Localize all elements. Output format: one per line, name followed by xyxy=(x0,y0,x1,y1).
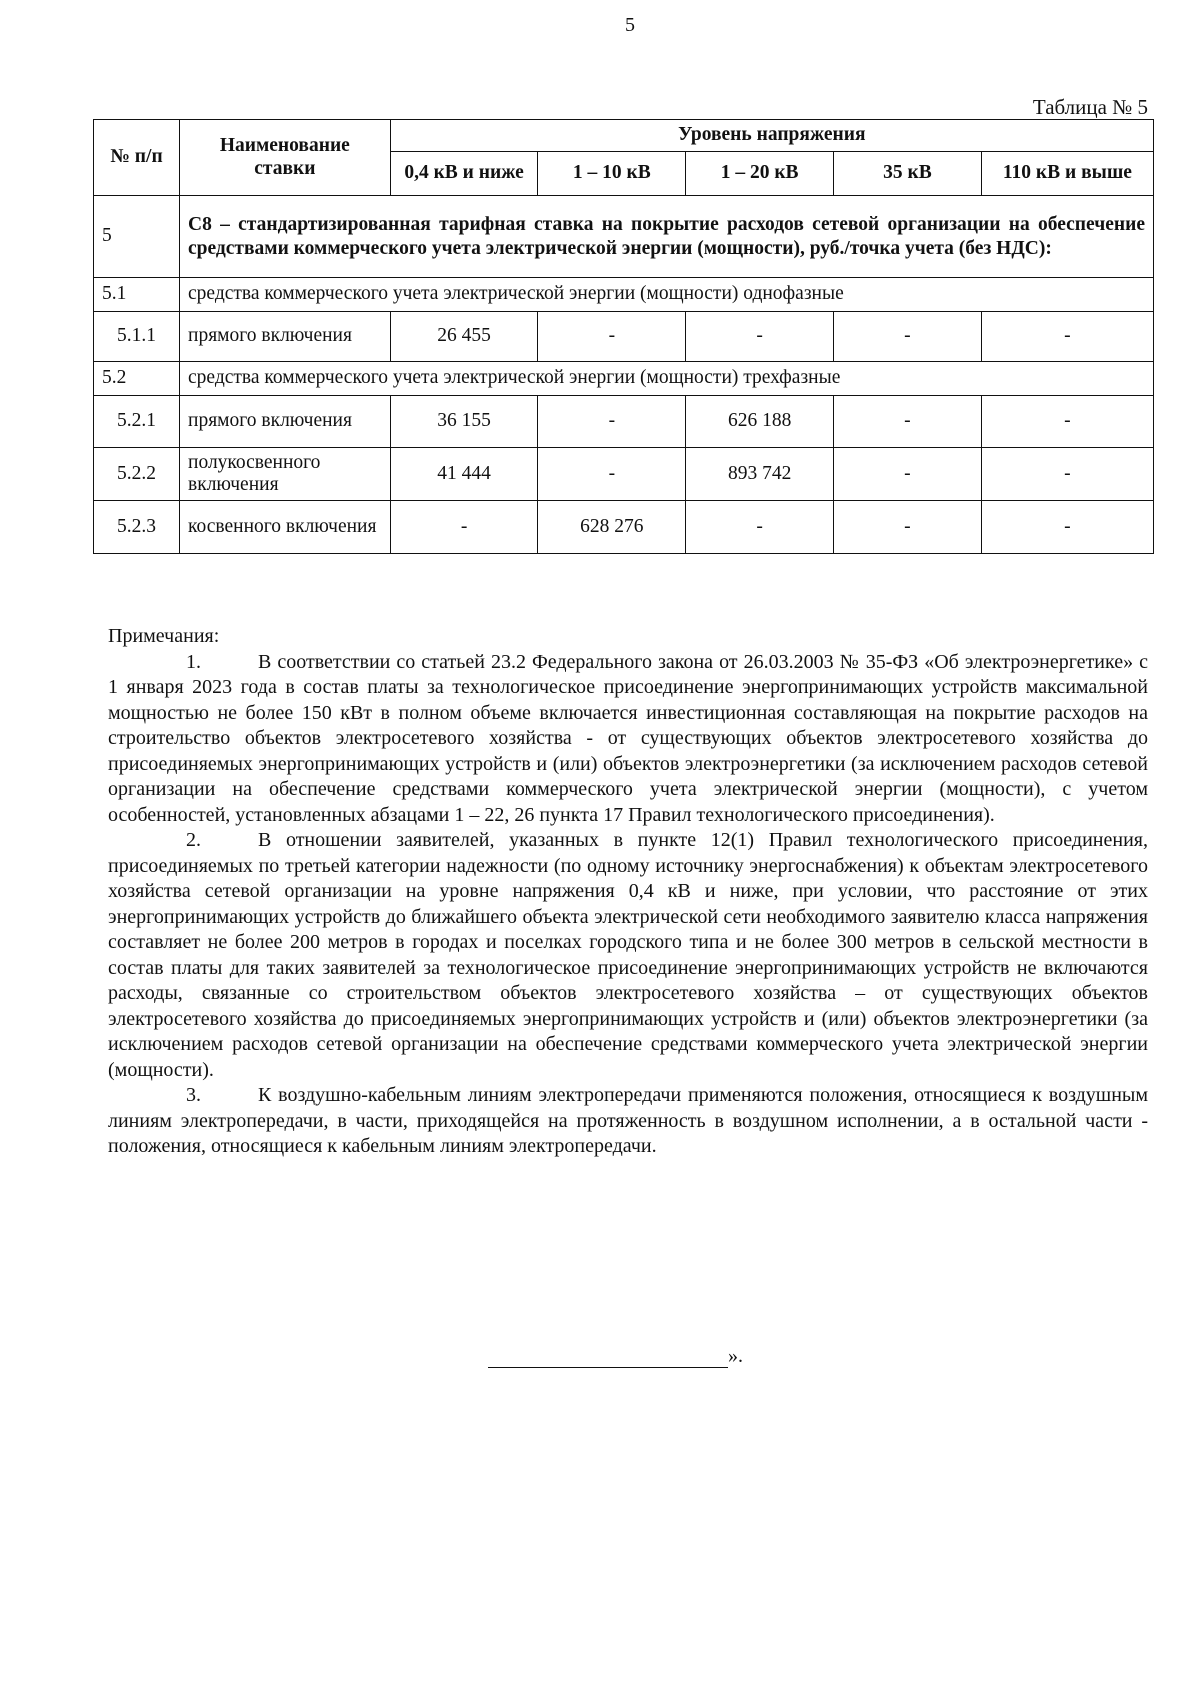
row-value: - xyxy=(686,501,834,554)
notes-section xyxy=(108,624,1148,1160)
header-num: № п/п xyxy=(94,120,180,196)
row-value: - xyxy=(538,312,686,362)
notes-heading: Примечания: xyxy=(108,625,220,647)
row-value: 626 188 xyxy=(686,396,834,448)
row-value: - xyxy=(538,396,686,448)
group-num: 5.2 xyxy=(94,362,180,396)
row-value: 893 742 xyxy=(686,448,834,501)
header-level: 35 кВ xyxy=(834,152,982,196)
row-name: косвенного включения xyxy=(180,501,391,554)
row-num: 5.2.1 xyxy=(94,396,180,448)
row-value: - xyxy=(981,501,1153,554)
header-name: Наименование ставки xyxy=(180,120,391,196)
note-item xyxy=(108,828,1148,1083)
group-row xyxy=(94,278,1154,312)
row-value: 36 155 xyxy=(390,396,538,448)
header-row-1 xyxy=(94,120,1154,152)
row-value: 628 276 xyxy=(538,501,686,554)
table-row xyxy=(94,312,1154,362)
row-value: - xyxy=(834,396,982,448)
header-level: 1 – 20 кВ xyxy=(686,152,834,196)
tariff-table xyxy=(93,119,1154,554)
row-value: - xyxy=(834,448,982,501)
row-value: - xyxy=(981,396,1153,448)
row-value: - xyxy=(834,312,982,362)
note-text: В соответствии со статьей 23.2 Федерального закона от 26.03.2003 № 35-ФЗ «Об электроэнергетике» с 1 января 2023 года в состав платы за технологическое присоединение энергопринимающих устройств максимальной мощностью не более 150 кВт в полном объеме включается инвестиционная составляющая на покрытие расходов на строительство объектов электросетевого хозяйства - от существующих объектов электросетевого хозяйства до присоединяемых энергопринимающих устройств и (или) объектов электроэнергетики (за исключением расходов сетевой организации на обеспечение средствами коммерческого учета электрической энергии (мощности), с учетом особенностей, установленных абзацами 1 – 22, 26 пункта 17 Правил технологического присоединения). xyxy=(108,650,1148,826)
row-value: - xyxy=(390,501,538,554)
row-name: прямого включения xyxy=(180,396,391,448)
section-row xyxy=(94,196,1154,278)
header-voltage-level: Уровень напряжения xyxy=(390,120,1153,152)
row-value: - xyxy=(538,448,686,501)
row-value: 26 455 xyxy=(390,312,538,362)
group-title: средства коммерческого учета электрической энергии (мощности) однофазные xyxy=(180,278,1154,312)
note-item xyxy=(108,650,1148,829)
header-level: 110 кВ и выше xyxy=(981,152,1153,196)
table-row xyxy=(94,501,1154,554)
note-number: 1. xyxy=(186,650,201,673)
row-num: 5.2.3 xyxy=(94,501,180,554)
group-row xyxy=(94,362,1154,396)
row-value: 41 444 xyxy=(390,448,538,501)
header-level: 1 – 10 кВ xyxy=(538,152,686,196)
table-caption: Таблица № 5 xyxy=(1032,95,1148,119)
section-num: 5 xyxy=(94,196,180,278)
note-text: В отношении заявителей, указанных в пункте 12(1) Правил технологического присоединения, присоединяемых по третьей категории надежности (по одному источнику энергоснабжения) к объектам электросетевого хозяйства сетевой организации на уровне напряжения 0,4 кВ и ниже, при условии, что расстояние от этих энергопринимающих устройств до ближайшего объекта электрической сети необходимого заявителю класса напряжения составляет не более 200 метров в городах и поселках городского типа и не более 300 метров в сельской местности в состав платы для таких заявителей за технологическое присоединение энергопринимающих устройств не включаются расходы, связанные со строительством объектов электросетевого хозяйства – от существующих объектов электросетевого хозяйства до присоединяемых энергопринимающих устройств и (или) объектов электроэнергетики (за исключением расходов сетевой организации на обеспечение средствами коммерческого учета электрической энергии (мощности). xyxy=(108,829,1148,1081)
note-number: 3. xyxy=(186,1084,201,1106)
table-row xyxy=(94,396,1154,448)
row-name: прямого включения xyxy=(180,312,391,362)
closing-mark: ». xyxy=(728,1345,743,1367)
row-num: 5.1.1 xyxy=(94,312,180,362)
row-value: - xyxy=(686,312,834,362)
closing-rule xyxy=(488,1349,728,1368)
note-number: 2. xyxy=(186,829,201,851)
row-num: 5.2.2 xyxy=(94,448,180,501)
group-title: средства коммерческого учета электрической энергии (мощности) трехфазные xyxy=(180,362,1154,396)
note-item xyxy=(108,1083,1148,1160)
row-value: - xyxy=(834,501,982,554)
header-level: 0,4 кВ и ниже xyxy=(390,152,538,196)
row-name: полукосвенного включения xyxy=(180,448,391,501)
page-number: 5 xyxy=(625,14,635,36)
table-row xyxy=(94,448,1154,501)
closing-line xyxy=(488,1345,743,1368)
group-num: 5.1 xyxy=(94,278,180,312)
row-value: - xyxy=(981,312,1153,362)
row-value: - xyxy=(981,448,1153,501)
note-text: К воздушно-кабельным линиям электропередачи применяются положения, относящиеся к воздушным линиям электропередачи, в части, приходящейся на протяженность в воздушном исполнении, а в остальной части - положения, относящиеся к кабельным линиям электропередачи. xyxy=(108,1084,1148,1157)
section-title: С8 – стандартизированная тарифная ставка на покрытие расходов сетевой организации на обеспечение средствами коммерческого учета электрической энергии (мощности), руб./точка учета (без НДС): xyxy=(180,196,1154,278)
